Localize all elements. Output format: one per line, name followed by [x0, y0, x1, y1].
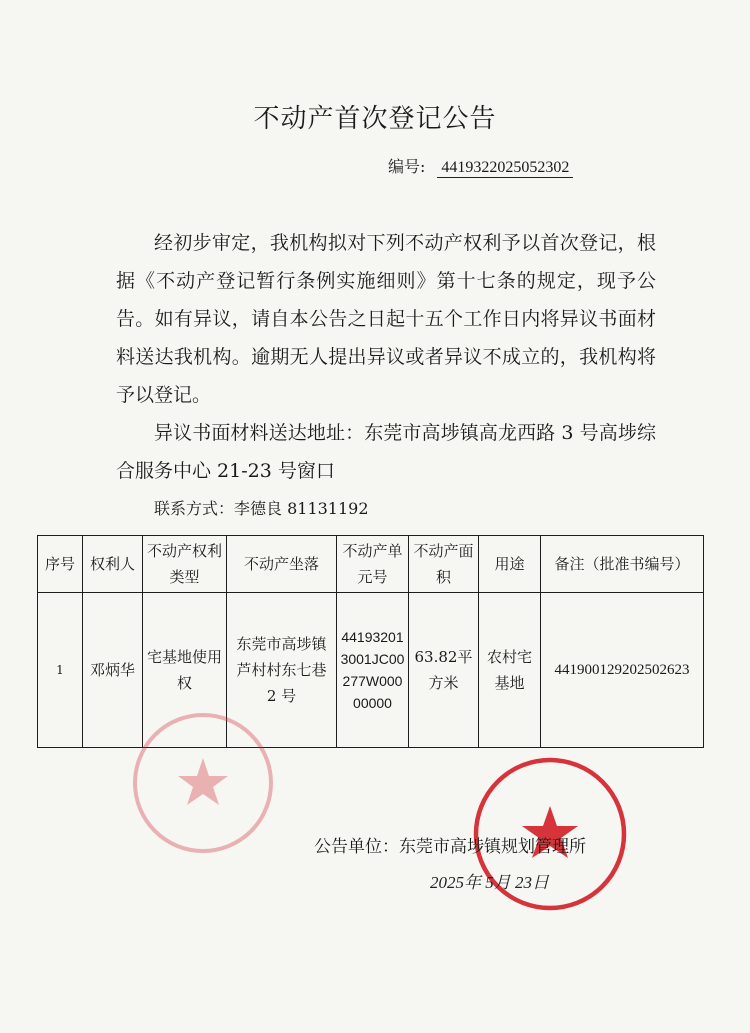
- table-header: 用途: [479, 536, 541, 593]
- notice-body: [116, 224, 656, 528]
- notice-paragraph-address: 异议书面材料送达地址：东莞市高埗镇高龙西路 3 号高埗综合服务中心 21-23 号窗口: [116, 422, 656, 482]
- table-cell-right-type: 宅基地使用权: [143, 593, 227, 748]
- table-header: 权利人: [83, 536, 143, 593]
- table-cell-remark: 441900129202502623: [541, 593, 704, 748]
- table-cell-location: 东莞市高埗镇芦村村东七巷 2 号: [227, 593, 337, 748]
- notice-paragraph-main: 经初步审定，我机构拟对下列不动产权利予以首次登记，根据《不动产登记暂行条例实施细则》第十七条的规定，现予公告。如有异议，请自本公告之日起十五个工作日内将异议书面材料送达我机构。逾期无人提出异议或者异议不成立的，我机构将予以登记。: [116, 232, 656, 406]
- page-title: 不动产首次登记公告: [253, 104, 497, 134]
- document-number: [388, 154, 573, 178]
- table-cell-index: 1: [38, 593, 83, 748]
- table-cell-area: 63.82平方米: [409, 593, 479, 748]
- table-cell-unit-number: 441932013001JC00277W00000000: [337, 593, 409, 748]
- issuing-unit: 公告单位：东莞市高埗镇规划管理所: [314, 837, 586, 857]
- table-cell-usage: 农村宅基地: [479, 593, 541, 748]
- document-number-label: 编号:: [388, 157, 426, 176]
- table-header: 序号: [38, 536, 83, 593]
- table-header: 不动产坐落: [227, 536, 337, 593]
- table-header: 不动产面积: [409, 536, 479, 593]
- table-cell-owner: 邓炳华: [83, 593, 143, 748]
- table-header: 备注（批准书编号）: [541, 536, 704, 593]
- table-header: 不动产单元号: [337, 536, 409, 593]
- left-seal-stamp: [128, 708, 278, 858]
- table-header-row: [38, 536, 704, 593]
- document-number-value: 4419322025052302: [437, 159, 573, 178]
- table-header: 不动产权利类型: [143, 536, 227, 593]
- contact-info: 联系方式：李德良 81131192: [154, 499, 369, 518]
- issue-date: 2025年 5月 23日: [430, 873, 549, 892]
